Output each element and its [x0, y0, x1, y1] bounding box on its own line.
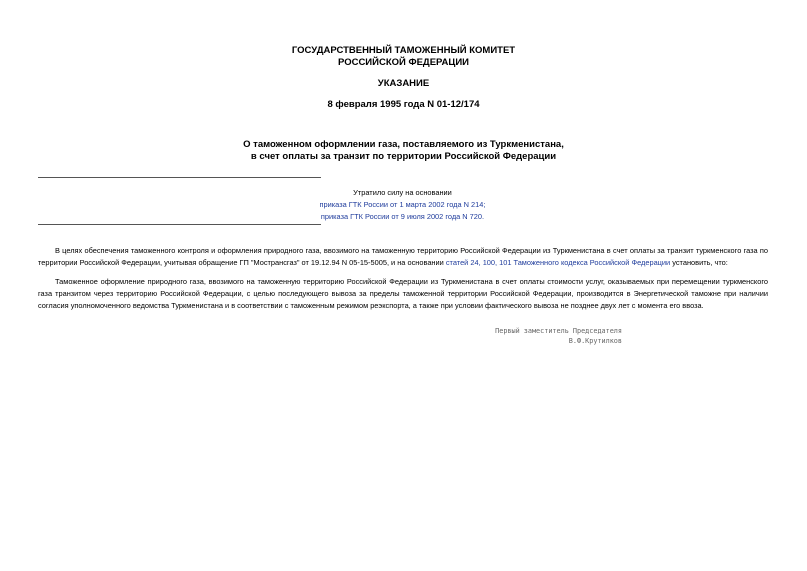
repeal-order-link-214[interactable]: приказа ГТК России от 1 марта 2002 года N 214; — [319, 200, 486, 209]
status-note-text: Утратило силу на основании — [353, 188, 452, 197]
document-title-line2: в счет оплаты за транзит по территории Российской Федерации — [250, 151, 557, 162]
divider-top — [38, 177, 321, 178]
divider-bottom — [38, 224, 321, 225]
customs-code-articles-link[interactable]: статей 24, 100, 101 Таможенного кодекса Российской Федерации — [445, 258, 671, 267]
signature-block — [420, 326, 622, 346]
authority-name-line1: ГОСУДАРСТВЕННЫЙ ТАМОЖЕННЫЙ КОМИТЕТ — [291, 45, 516, 56]
signatory-position: Первый заместитель Председателя — [495, 327, 622, 335]
document-date-number: 8 февраля 1995 года N 01-12/174 — [327, 99, 480, 110]
signatory-name: В.Ф.Крутилков — [568, 337, 622, 345]
body-paragraph-1-tail: установить, что: — [670, 258, 728, 267]
body-paragraph-1-text: В целях обеспечения таможенного контроля и оформления природного газа, ввозимого на таможенную территорию Российской Федерации из Туркменистана в счет оплаты за транзит туркменского газа по территории Российской Федерации, учитывая обращение ГП "Мострансгаз" от 19.12.94 N 05-15-5005, и на основании — [38, 246, 768, 267]
authority-name-line2: РОССИЙСКОЙ ФЕДЕРАЦИИ — [337, 57, 469, 68]
body-paragraph-1 — [38, 245, 768, 269]
repeal-order-link-720[interactable]: приказа ГТК России от 9 июля 2002 года N 720. — [320, 212, 485, 221]
document-title-line1: О таможенном оформлении газа, поставляемого из Туркменистана, — [243, 139, 564, 150]
status-note — [200, 187, 605, 223]
document-type: УКАЗАНИЕ — [377, 78, 430, 89]
body-paragraph-2: Таможенное оформление природного газа, ввозимого на таможенную территорию Российской Федерации из Туркменистана в счет оплаты стоимости услуг, оказываемых при перемещении туркменского газа транзитом через территорию Российской Федерации, с целью последующего вывоза за пределы таможенной территории Российской Федерации, производится в Энергетической таможне при наличии согласия уполномоченного ведомства Туркменистана и в соответствии с таможенным режимом реэкспорта, а также при условии фактического вывоза не позднее двух лет с момента его ввоза. — [38, 277, 768, 310]
